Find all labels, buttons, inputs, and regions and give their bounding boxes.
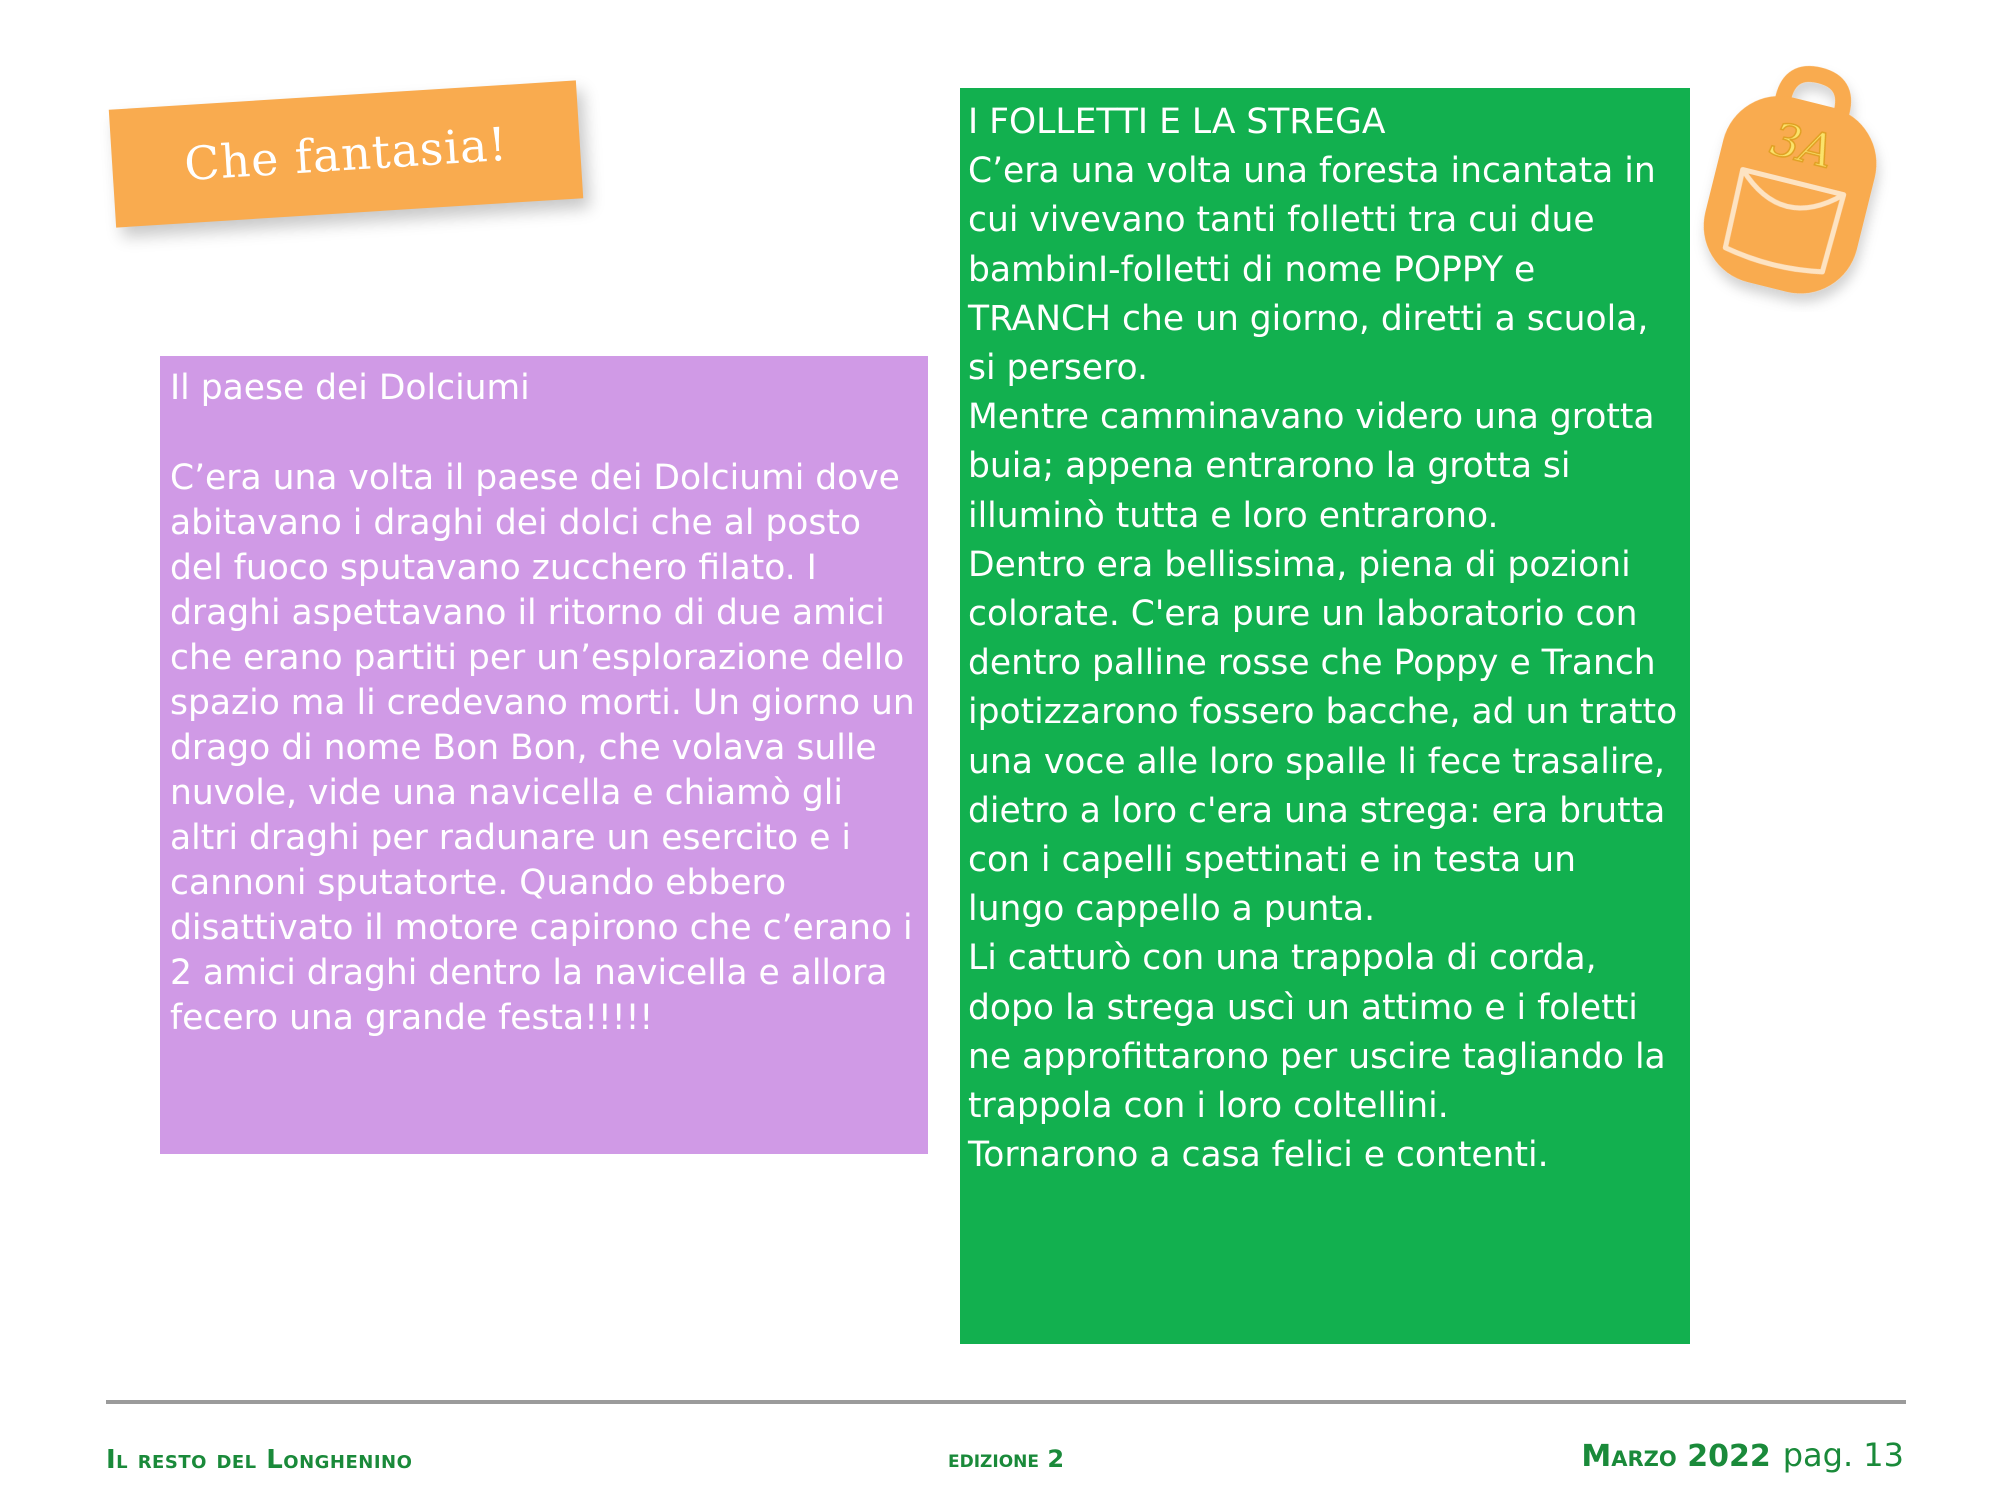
story-candy-land	[160, 356, 928, 1154]
issue-date: Marzo 2022	[1581, 1439, 1771, 1474]
edition-label: edizione 2	[948, 1445, 1065, 1473]
backpack-icon	[1692, 62, 1892, 312]
story-paragraph: Mentre camminavano videro una grotta buia; appena entrarono la grotta si illuminò tutta e loro entrarono.	[968, 397, 1655, 536]
section-label	[109, 80, 583, 227]
publication-name: Il resto del Longhenino	[106, 1445, 413, 1475]
story-body: C’era una volta il paese dei Dolciumi dove abitavano i draghi dei dolci che al posto del fuoco sputavano zucchero filato. I draghi aspettavano il ritorno di due amici che erano partiti per un’esplorazione dello spazio ma li credevano morti. Un giorno un drago di nome Bon Bon, che volava sulle nuvole, vide una navicella e chiamò gli altri draghi per radunare un esercito e i cannoni sputatorte. Quando ebbero disattivato il motore capirono che c’erano i 2 amici draghi dentro la navicella e allora fecero una grande festa!!!!!	[170, 458, 915, 1038]
class-badge-label: 3A	[1765, 111, 1840, 180]
section-label-text: Che fantasia!	[182, 116, 510, 192]
story-paragraph: Li catturò con una trappola di corda, dopo la strega uscì un attimo e i foletti ne approfittarono per uscire tagliando la trappola con i loro coltellini.	[968, 938, 1666, 1127]
story-title: I FOLLETTI E LA STREGA	[968, 102, 1386, 142]
story-paragraph: Tornarono a casa felici e contenti.	[968, 1135, 1549, 1176]
story-paragraph: C’era una volta una foresta incantata in cui vivevano tanti folletti tra cui due bambinI-folletti di nome POPPY e TRANCH che un giorno, diretti a scuola, si persero.	[968, 151, 1656, 389]
page-number: pag. 13	[1782, 1436, 1904, 1474]
story-paragraph: Dentro era bellissima, piena di pozioni colorate. C'era pure un laboratorio con dentro palline rosse che Poppy e Tranch ipotizzarono fossero bacche, ad un tratto una voce alle loro spalle li fece trasalire, dietro a loro c'era una strega: era brutta con i capelli spettinati e in testa un lungo cappello a punta.	[968, 544, 1678, 930]
footer-divider	[106, 1400, 1906, 1404]
story-elves-and-witch	[960, 88, 1690, 1344]
footer-date-page	[1581, 1436, 1904, 1474]
story-title: Il paese dei Dolciumi	[170, 368, 530, 408]
